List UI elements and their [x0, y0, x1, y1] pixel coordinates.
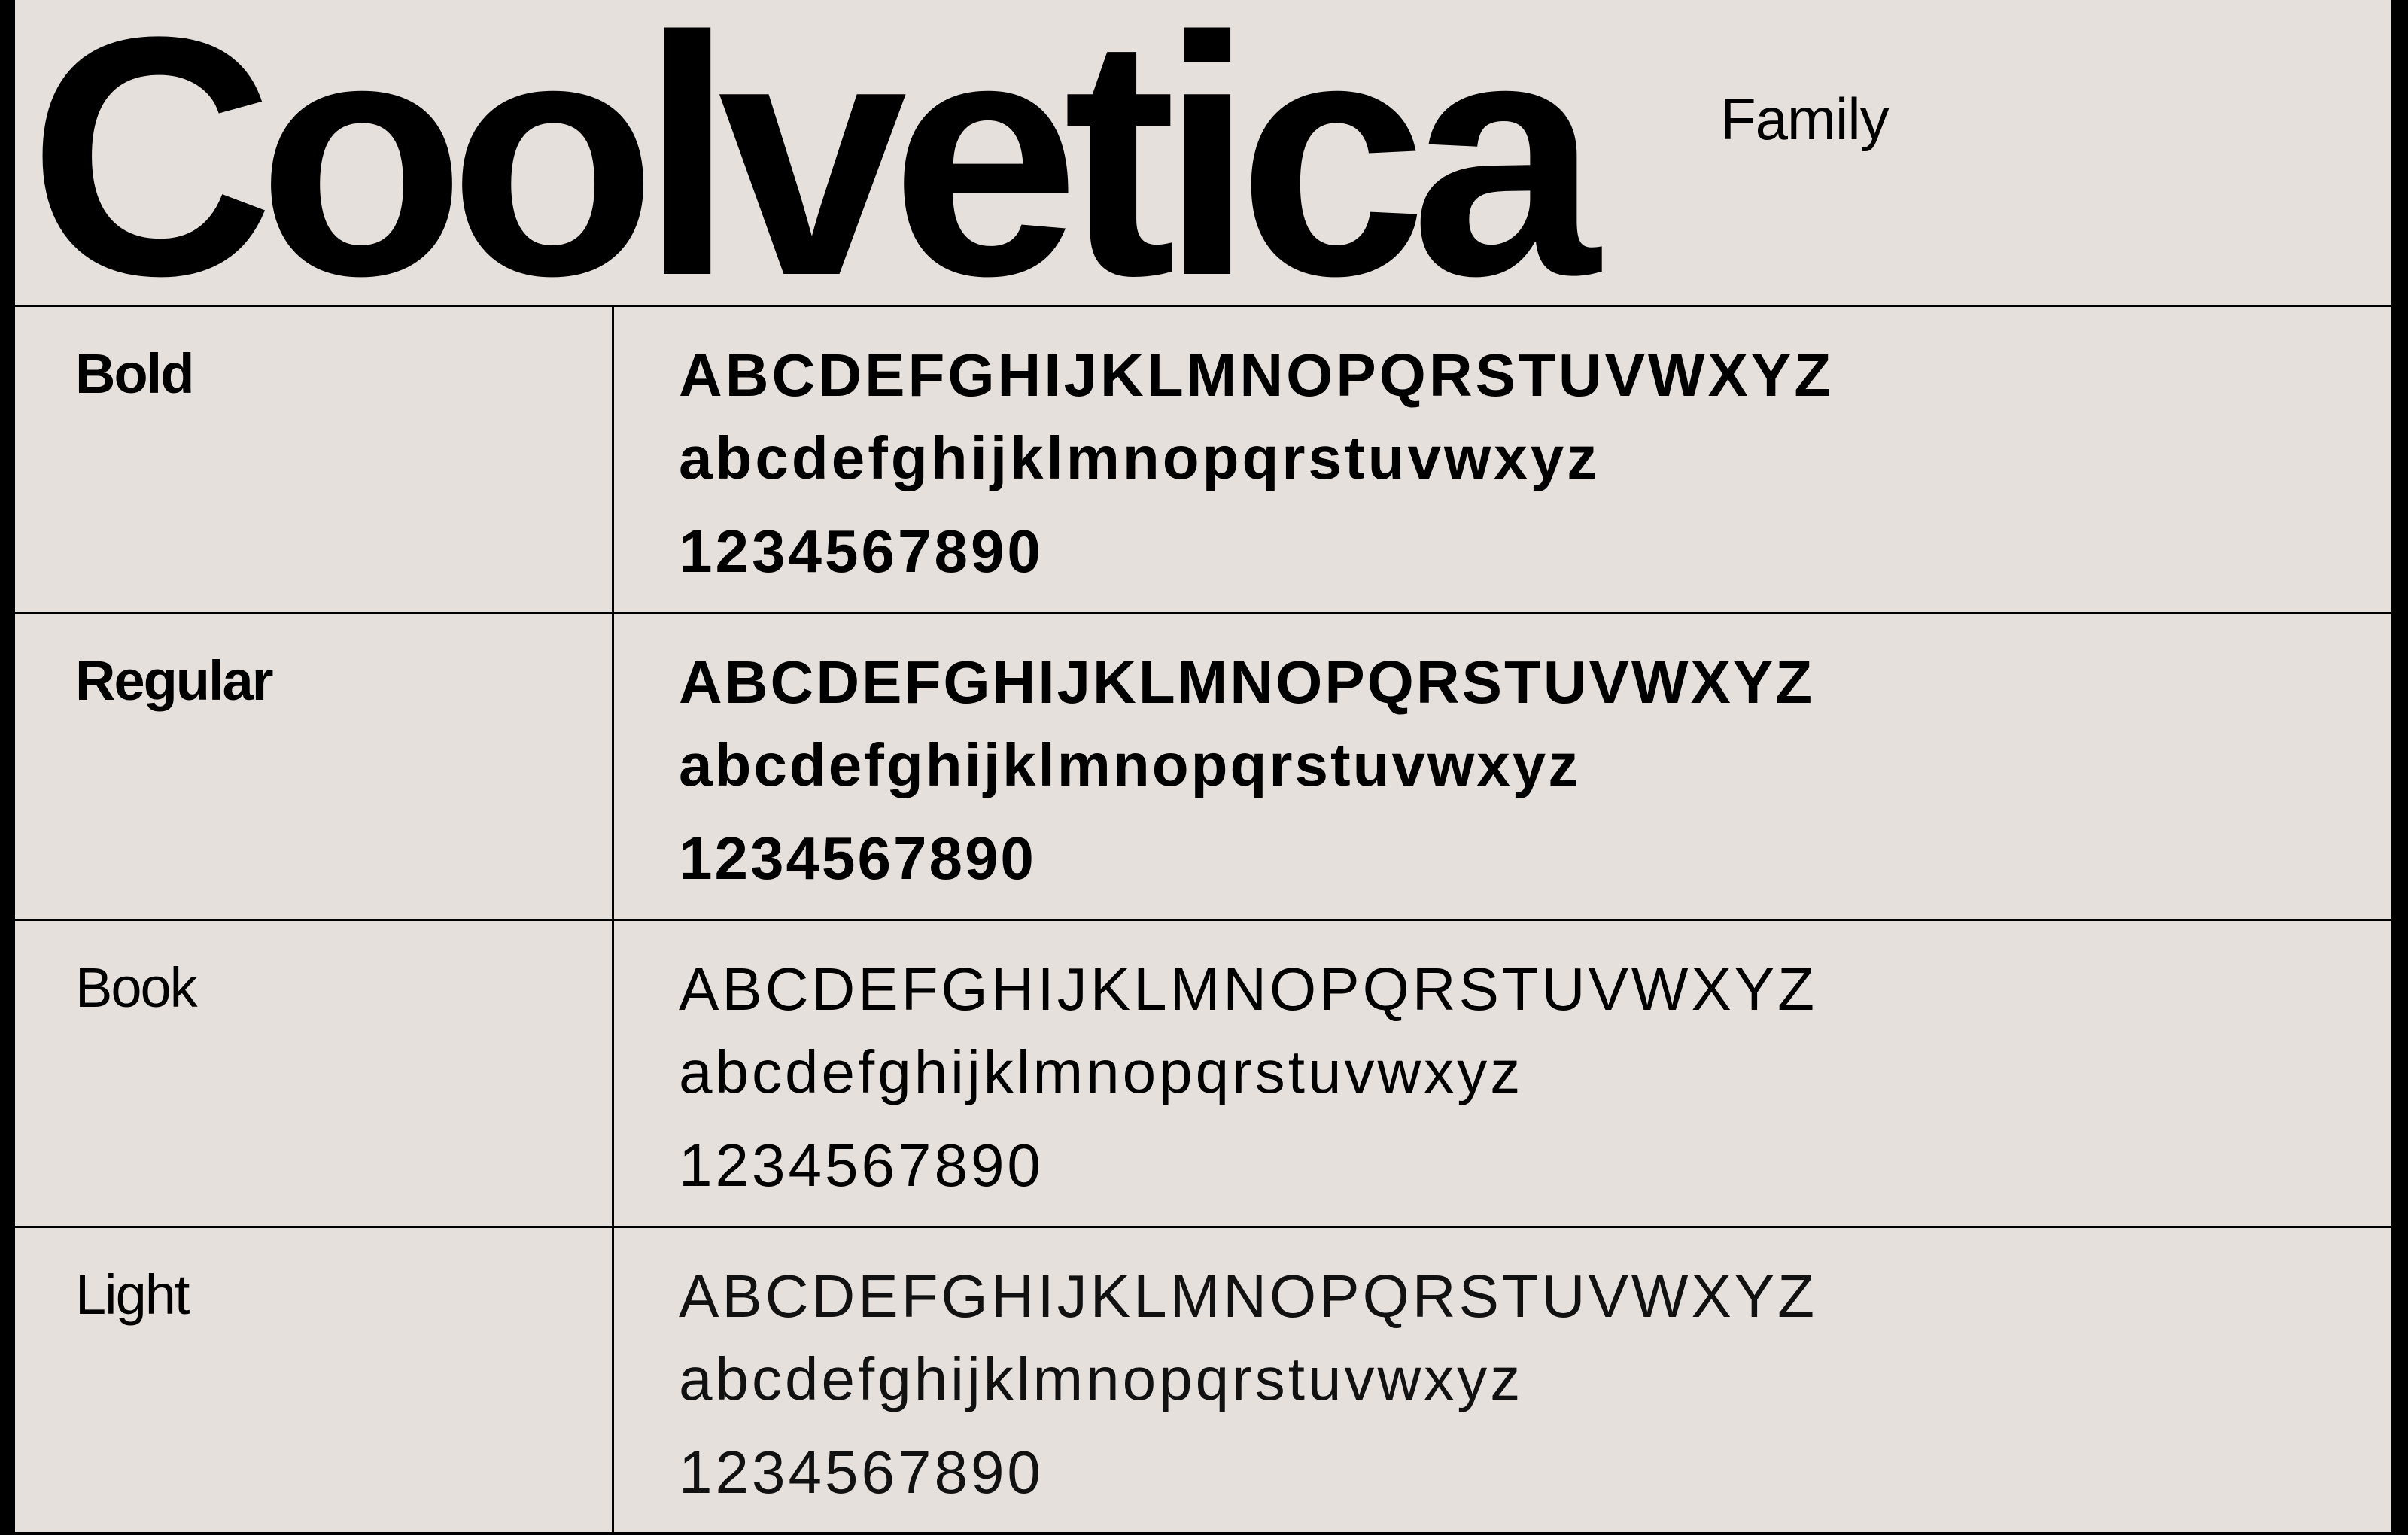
numerals-line: 1234567890: [679, 825, 1036, 892]
uppercase-line: ABCDEFGHIJKLMNOPQRSTUVWXYZ: [679, 956, 1818, 1023]
uppercase-line: ABCDEFGHIJKLMNOPQRSTUVWXYZ: [679, 1263, 1818, 1330]
weight-row-bold: [15, 307, 2391, 614]
column-divider: [612, 307, 614, 612]
weight-row-book: [15, 921, 2391, 1228]
lowercase-line: abcdefghijklmnopqrstuvwxyz: [679, 731, 1581, 798]
glyph-specimen: [679, 342, 1834, 606]
type-specimen-sheet: [15, 0, 2391, 1532]
column-divider: [612, 614, 614, 919]
glyph-specimen: [679, 649, 1814, 913]
specimen-header: [15, 0, 2391, 307]
lowercase-line: abcdefghijklmnopqrstuvwxyz: [679, 1038, 1524, 1105]
column-divider: [612, 921, 614, 1226]
weight-row-regular: [15, 614, 2391, 921]
weight-row-light: [15, 1228, 2391, 1535]
numerals-line: 1234567890: [679, 1132, 1044, 1199]
font-family-title: Coolvetica: [29, 0, 1583, 307]
weight-name: Regular: [75, 649, 272, 712]
lowercase-line: abcdefghijklmnopqrstuvwxyz: [679, 424, 1601, 491]
uppercase-line: ABCDEFGHIJKLMNOPQRSTUVWXYZ: [679, 342, 1835, 409]
numerals-line: 1234567890: [679, 1439, 1044, 1506]
glyph-specimen: [679, 1263, 1817, 1527]
glyph-specimen: [679, 956, 1817, 1220]
weight-name: Light: [75, 1263, 189, 1326]
weight-name: Bold: [75, 342, 193, 405]
numerals-line: 1234567890: [679, 518, 1044, 585]
column-divider: [612, 1228, 614, 1535]
uppercase-line: ABCDEFGHIJKLMNOPQRSTUVWXYZ: [679, 649, 1815, 716]
lowercase-line: abcdefghijklmnopqrstuvwxyz: [679, 1345, 1524, 1412]
weight-name: Book: [75, 956, 196, 1019]
weight-table: [15, 307, 2391, 1535]
family-label: Family: [1720, 86, 1889, 152]
